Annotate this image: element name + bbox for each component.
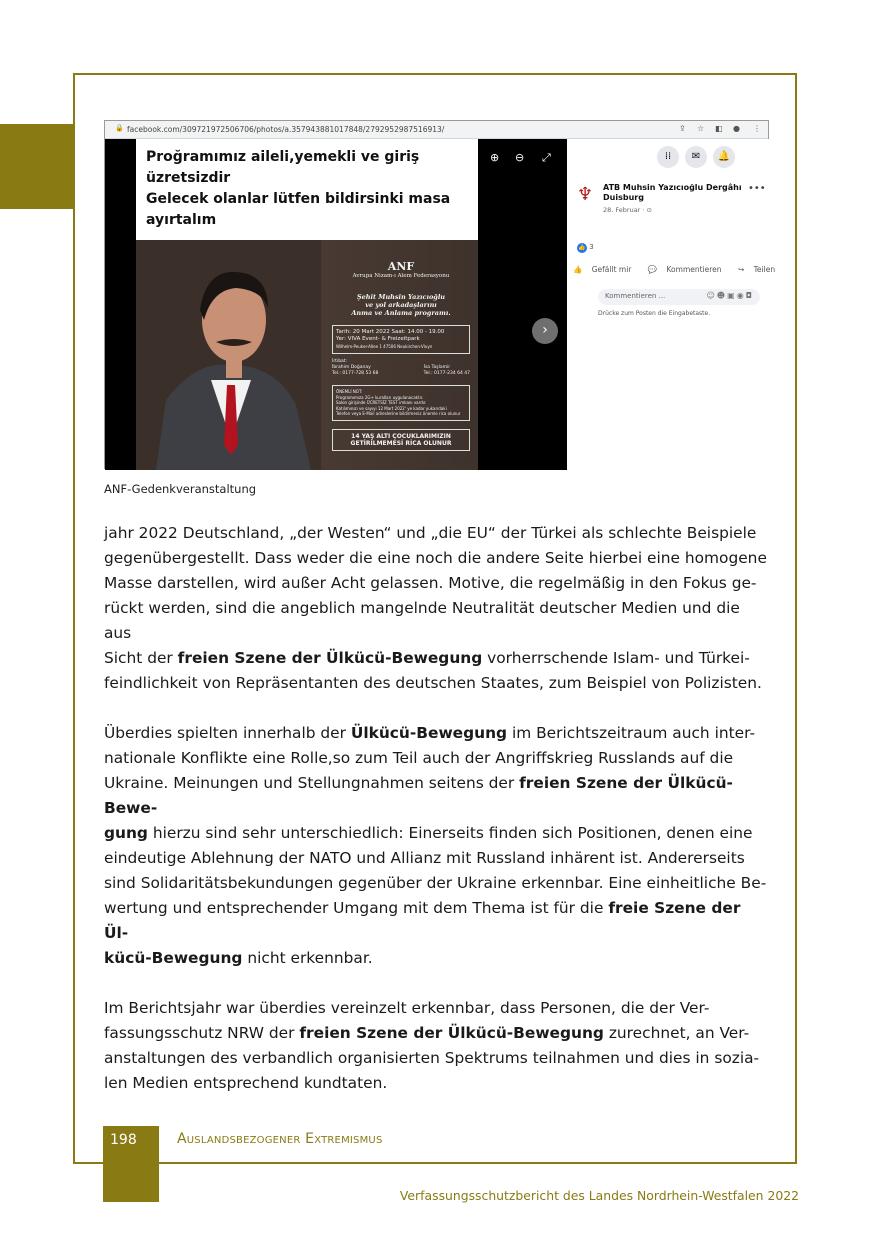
post-actions bbox=[573, 265, 776, 274]
contact-heading: İrtibat: bbox=[332, 359, 348, 364]
text-run: feindlichkeit von Repräsentanten des deutschen Staates, zum Beispiel von Polizisten. bbox=[104, 674, 762, 692]
like-reaction-icon: 👍 bbox=[578, 244, 586, 251]
contact-tel: Tel.: 0177-728 53 68 bbox=[332, 371, 379, 376]
text-run: Ukraine. Meinungen und Stellungnahmen seitens der bbox=[104, 774, 520, 792]
memorial-line: Şehit Muhsin Yazıcıoğlu bbox=[356, 293, 446, 301]
text-run: wertung und entsprechender Umgang mit dem Thema ist für die bbox=[104, 899, 609, 917]
notice-line: Programımıza 2G+ kuralları uygulanacaktır. bbox=[336, 394, 424, 400]
text-run: nicht erkennbar. bbox=[242, 949, 373, 967]
flyer-notice-box bbox=[332, 385, 470, 421]
url-text: facebook.com/309721972506706/photos/a.357943881017848/2792952987516913/ bbox=[127, 125, 445, 134]
text-run: im Berichtszeitraum auch inter- bbox=[507, 724, 755, 742]
flyer-contacts bbox=[332, 359, 470, 377]
image-caption: ANF-Gedenkveranstaltung bbox=[104, 482, 257, 496]
text-run: fassungsschutz NRW der bbox=[104, 1024, 300, 1042]
enter-hint: Drücke zum Posten die Eingabetaste. bbox=[598, 310, 711, 317]
comment-icon: 💬 bbox=[647, 265, 658, 274]
section-title: Auslandsbezogener Extremismus bbox=[177, 1131, 383, 1147]
side-color-tab bbox=[0, 124, 75, 209]
text-run: Im Berichtsjahr war überdies vereinzelt erkennbar, dass Personen, die der Ver- bbox=[104, 999, 710, 1017]
contact-name: İsa Taşlamir bbox=[423, 365, 451, 370]
flyer-kids-box bbox=[332, 429, 470, 451]
flyer-address: Wilhelm-Peuker-Allee 1 47506 Neukirchen-Vluyn bbox=[336, 344, 433, 349]
body-paragraph bbox=[104, 521, 768, 696]
page-name[interactable]: ATB Muhsin Yazıcıoğlu Dergâhı Duisburg bbox=[603, 183, 742, 202]
page-logo-icon[interactable]: ♆ bbox=[577, 184, 594, 205]
reaction-count[interactable] bbox=[577, 243, 594, 253]
notifications-icon[interactable]: 🔔 bbox=[713, 146, 735, 168]
text-run: vorherrschende Islam- und Türkei- bbox=[482, 649, 750, 667]
messenger-icon[interactable]: ✉ bbox=[685, 146, 707, 168]
like-button[interactable] bbox=[573, 265, 638, 274]
bold-term: freien Szene der Ülkücü-Bewegung bbox=[299, 1024, 604, 1042]
post-header-text bbox=[136, 139, 478, 240]
flyer-date: Tarih: 20 Mart 2022 Saat: 14.00 - 19.00 bbox=[336, 329, 445, 335]
post-header-line: ayırtalım bbox=[146, 212, 217, 228]
flyer-venue: Yer: VIVA Event- & Freizeitpark bbox=[336, 336, 420, 342]
notice-line: Katılımınızı ve sayıyı 12 Mart 2022' ye kadar yukarıdaki bbox=[336, 405, 447, 411]
share-icon: ↪ bbox=[737, 265, 745, 274]
memorial-line: Anma ve Anlama programı. bbox=[351, 309, 451, 317]
post-header-line: Proğramımız aileli,yemekli ve giriş bbox=[146, 149, 420, 165]
star-icon[interactable]: ☆ bbox=[697, 124, 705, 133]
text-run: Masse darstellen, wird außer Acht gelassen. Motive, die regelmäßig in den Fokus ge- bbox=[104, 574, 757, 592]
text-run: hierzu sind sehr unterschiedlich: Einerseits finden sich Positionen, denen eine bbox=[147, 824, 753, 842]
flyer-org-short: ANF bbox=[387, 260, 415, 273]
notice-heading: ÖNEMLİ NOT: bbox=[336, 389, 363, 394]
comment-input[interactable] bbox=[598, 289, 760, 305]
body-paragraph bbox=[104, 721, 768, 971]
text-run: nationale Konflikte eine Rolle,so zum Teil auch der Angriffskrieg Russlands auf die bbox=[104, 749, 734, 767]
text-run: anstaltungen des verbandlich organisierten Spektrums teilnahmen und dies in sozia- bbox=[104, 1049, 760, 1067]
flyer-org-full: Avrupa Nizam-ı Alem Federasyonu bbox=[352, 273, 450, 279]
menu-dots-icon[interactable]: ⋮ bbox=[753, 124, 761, 133]
comment-placeholder: Kommentieren ... bbox=[605, 292, 666, 300]
event-flyer bbox=[136, 240, 478, 470]
text-run: len Medien entsprechend kundtaten. bbox=[104, 1074, 388, 1092]
text-run: Überdies spielten innerhalb der bbox=[104, 724, 351, 742]
text-run: zurechnet, an Ver- bbox=[603, 1024, 750, 1042]
bold-term: Ülkücü-Bewegung bbox=[350, 724, 508, 742]
thumbs-up-icon: 👍 bbox=[573, 265, 583, 274]
contact-tel: Tel.: 0177-234 64 47 bbox=[423, 371, 470, 376]
profile-icon[interactable]: ● bbox=[733, 124, 740, 133]
share-label: Teilen bbox=[753, 265, 776, 274]
text-run: Sicht der bbox=[104, 649, 178, 667]
bold-term: gung bbox=[104, 824, 148, 842]
like-label: Gefällt mir bbox=[591, 265, 632, 274]
text-run: rückt werden, sind die angeblich mangelnde Neutralität deutscher Medien und die aus bbox=[104, 599, 740, 642]
body-text bbox=[104, 521, 768, 1121]
facebook-side-panel bbox=[567, 139, 776, 470]
comment-tools-icons[interactable]: ☺☻▣◉◘ bbox=[706, 291, 754, 300]
portrait-image bbox=[136, 240, 321, 470]
bold-term: kücü-Bewegung bbox=[104, 949, 243, 967]
text-run: eindeutige Ablehnung der NATO und Allianz mit Russland inhärent ist. Andererseits bbox=[104, 849, 745, 867]
kids-line: 14 YAŞ ALTI ÇOCUKLARIMIZIN bbox=[351, 432, 451, 440]
bold-term: freien Szene der Ülkücü-Bewe- bbox=[104, 774, 733, 817]
post-header-line: üzretsizdir bbox=[146, 170, 231, 186]
memorial-line: ve yol arkadaşlarını bbox=[365, 301, 437, 309]
flyer-text-block bbox=[326, 250, 476, 451]
post-date[interactable]: 28. Februar · ⊙ bbox=[603, 206, 653, 214]
publisher-line: Verfassungsschutzbericht des Landes Nordrhein-Westfalen 2022 bbox=[399, 1188, 799, 1203]
share-button[interactable] bbox=[738, 265, 782, 274]
sidebar-icon[interactable]: ◧ bbox=[715, 124, 723, 133]
notice-line: Salon girişinde ÜCRETSİZ TEST imkanı vardır. bbox=[336, 400, 427, 405]
like-count: 3 bbox=[589, 243, 594, 251]
flyer-date-box bbox=[332, 325, 470, 354]
contact-name: İbrahim Doğanay bbox=[332, 365, 371, 370]
fullscreen-icon[interactable]: ⤢ bbox=[542, 151, 551, 164]
comment-button[interactable] bbox=[648, 265, 729, 274]
text-run: jahr 2022 Deutschland, „der Westen“ und „die EU“ der Türkei als schlechte Beispiele bbox=[104, 524, 757, 542]
next-photo-button[interactable]: › bbox=[532, 318, 558, 344]
text-run: gegenübergestellt. Dass weder die eine noch die andere Seite hierbei eine homogene bbox=[104, 549, 767, 567]
flyer-memorial-text bbox=[326, 293, 476, 317]
page-number: 198 bbox=[110, 1132, 137, 1148]
photo-viewer bbox=[105, 139, 567, 470]
post-header-line: Gelecek olanlar lütfen bildirsinki masa bbox=[146, 191, 451, 207]
facebook-screenshot bbox=[104, 120, 776, 469]
apps-grid-icon[interactable]: ⁞⁞ bbox=[657, 146, 679, 168]
bold-term: freien Szene der Ülkücü-Bewegung bbox=[177, 649, 483, 667]
bold-term: freie Szene der Ül- bbox=[104, 899, 741, 942]
kids-line: GETİRİLMEMESİ RİCA OLUNUR bbox=[350, 439, 452, 447]
body-paragraph bbox=[104, 996, 768, 1096]
comment-label: Kommentieren bbox=[666, 265, 722, 274]
lock-icon: 🔒 bbox=[115, 124, 124, 132]
browser-address-bar[interactable] bbox=[105, 121, 768, 139]
zoom-in-icon[interactable]: ⊕ bbox=[490, 151, 500, 164]
more-options-icon[interactable]: ••• bbox=[748, 183, 766, 194]
share-page-icon[interactable]: ⇪ bbox=[679, 124, 686, 133]
text-run: sind Solidaritätsbekundungen gegenüber der Ukraine erkennbar. Eine einheitliche Be- bbox=[104, 874, 767, 892]
notice-line: Telefon veya E-Mail adreslerine bildirmeniz önemle rica olunur bbox=[336, 411, 461, 416]
zoom-out-icon[interactable]: ⊖ bbox=[515, 151, 525, 164]
